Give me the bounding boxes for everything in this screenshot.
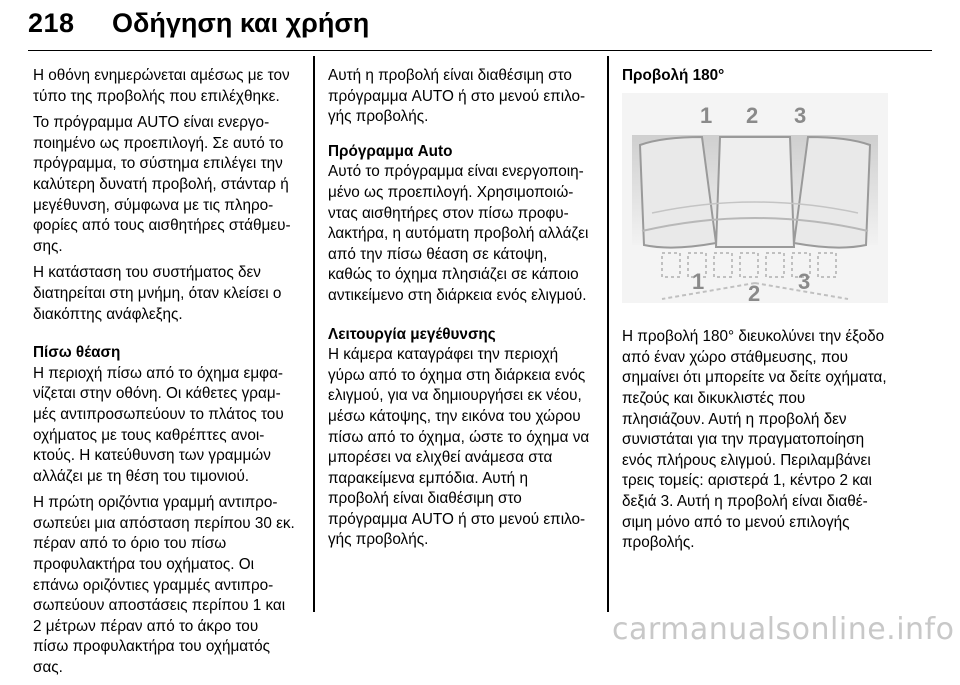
paragraph: Αυτό το πρόγραμμα είναι ενεργοποιημένο ως προεπιλογή. Χρησιμοποιώντας αισθητήρες στον πίσω προφυλακτήρα, η αυτόματη προβολή αλλάζει από την πίσω θέαση σε κάτοψη, καθώς το όχημα πλησιάζει σε κάποιο αντικείμενο στη διάρκεια ενός ελιγμού. xyxy=(328,163,589,304)
paragraph: Αυτή η προβολή είναι διαθέσιμη στο πρόγραμμα AUTO ή στο μενού επιλογής προβολής. xyxy=(328,67,586,126)
section-heading-zoom-mode: Λειτουργία μεγέθυνσης xyxy=(328,325,496,343)
column-divider-right xyxy=(607,56,609,612)
right-sector-panel xyxy=(794,137,870,248)
section-heading-rear-view: Πίσω θέαση xyxy=(33,344,121,362)
figure-label-top-2: 2 xyxy=(746,102,759,128)
left-sector-panel xyxy=(640,137,716,248)
paragraph: Η πρώτη οριζόντια γραμμή αντιπροσωπεύει μια απόσταση περίπου 30 εκ. πέραν από το όριο του πίσω προφυλακτήρα του οχήματος. Οι επάνω οριζόντιες γραμμές αντιπροσωπεύουν αποστάσεις περίπου 1 και 2 μέτρων πέραν από το άκρο του πίσω προφυλακτήρα του οχήματός σας. xyxy=(33,494,295,677)
figure-label-top-1: 1 xyxy=(700,102,713,128)
watermark: carmanualsonline.info xyxy=(612,612,955,647)
page-number: 218 xyxy=(28,8,75,38)
paragraph: Η κάμερα καταγράφει την περιοχή γύρω από το όχημα στη διάρκεια ενός ελιγμού, για να δημιουργήσει εκ νέου, μέσω κάτοψης, την εικόνα του χώρου πίσω από το όχημα, ώστε το όχημα να μπορέσει να ελιχθεί ανάμεσα στα παρακείμενα εμπόδια. Αυτή η προβολή είναι διαθέσιμη στο πρόγραμμα AUTO ή στο μενού επιλογής προβολής. xyxy=(328,346,590,549)
figure-label-bottom-2: 2 xyxy=(748,280,761,303)
center-sector-panel xyxy=(716,137,794,247)
paragraph: Η οθόνη ενημερώνεται αμέσως με τον τύπο της προβολής που επιλέχθηκε. xyxy=(33,67,290,105)
column-left xyxy=(33,66,297,685)
figure-label-bottom-3: 3 xyxy=(798,268,811,294)
figure-label-top-3: 3 xyxy=(794,102,807,128)
column-right xyxy=(622,66,890,560)
page-header xyxy=(28,0,932,51)
paragraph: Η προβολή 180° διευκολύνει την έξοδο από έναν χώρο στάθμευσης, που σημαίνει ότι μπορείτε να δείτε οχήματα, πεζούς και δικυκλιστές που πλησιάζουν. Αυτή η προβολή δεν συνιστάται για την πραγματοποίηση ενός πλήρους ελιγμού. Περιλαμβάνει τρεις τομείς: αριστερά 1, κέντρο 2 και δεξιά 3. Αυτή η προβολή είναι διαθέσιμη μόνο από το μενού επιλογής προβολής. xyxy=(622,328,887,552)
view-180-illustration xyxy=(622,93,888,303)
column-middle xyxy=(328,66,592,557)
section-heading-auto-program: Πρόγραμμα Auto xyxy=(328,142,453,160)
paragraph: Το πρόγραμμα AUTO είναι ενεργοποιημένο ως προεπιλογή. Σε αυτό το πρόγραμμα, το σύστημα επιλέγει την καλύτερη δυνατή προβολή, στάνταρ ή μεγέθυνση, σύμφωνα με τις πληροφορίες από τους αισθητήρες στάθμευσης. xyxy=(33,114,291,255)
page-title: Οδήγηση και χρήση xyxy=(112,8,370,38)
paragraph: Η κατάσταση του συστήματος δεν διατηρείται στη μνήμη, όταν κλείσει ο διακόπτης ανάφλεξης. xyxy=(33,264,282,323)
column-divider-left xyxy=(313,56,315,612)
paragraph: Η περιοχή πίσω από το όχημα εμφανίζεται στην οθόνη. Οι κάθετες γραμμές αντιπροσωπεύουν το πλάτος του οχήματος με τους καθρέπτες ανοικτούς. Η κατεύθυνση των γραμμών αλλάζει με τη θέση του τιμονιού. xyxy=(33,364,284,485)
figure-label-bottom-1: 1 xyxy=(692,268,705,294)
section-heading-180-view: Προβολή 180° xyxy=(622,67,725,84)
